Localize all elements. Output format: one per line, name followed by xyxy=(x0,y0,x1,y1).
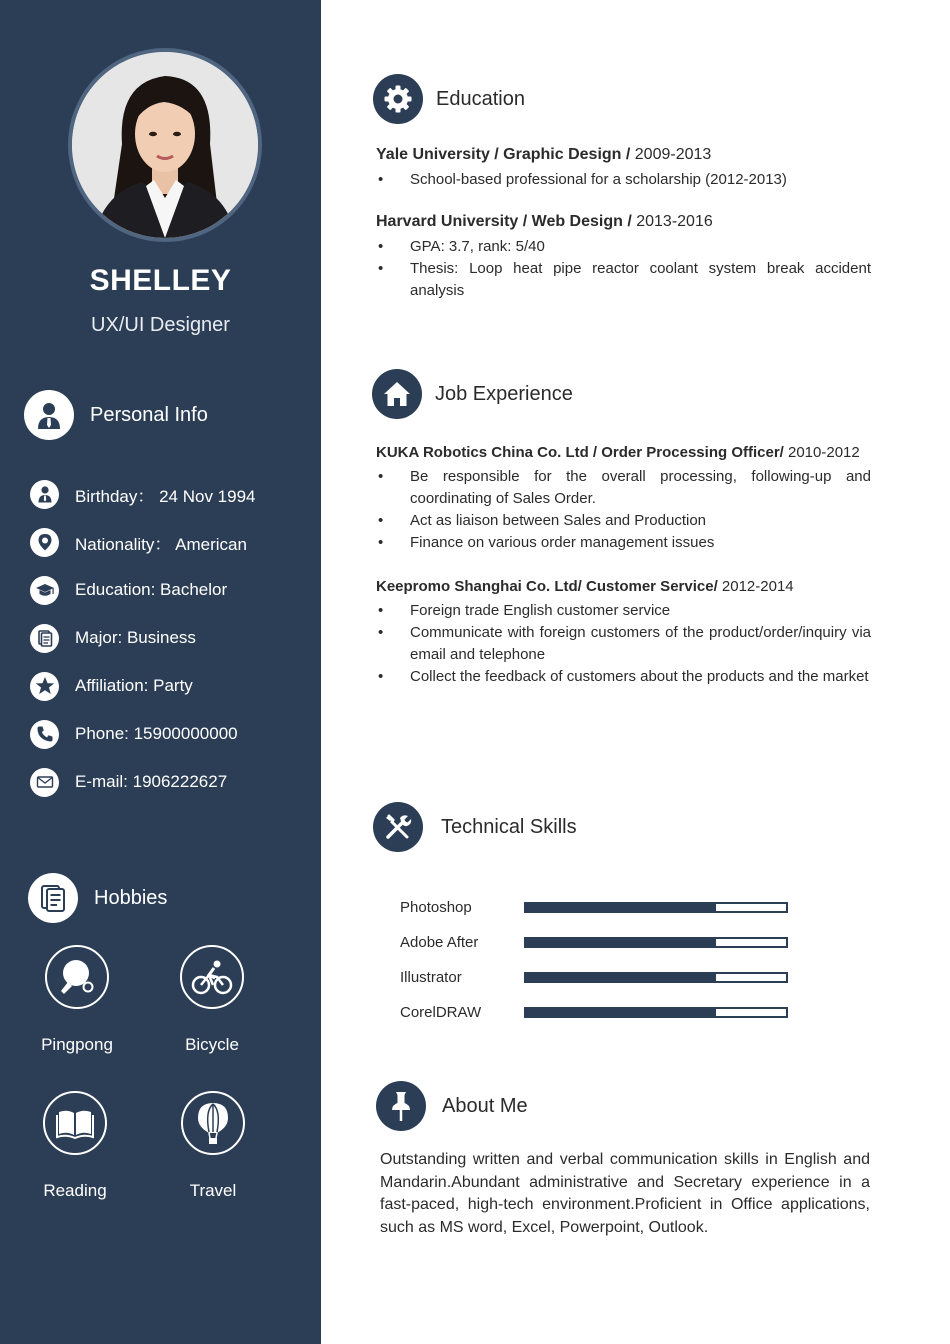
info-item-nationality xyxy=(30,518,256,566)
skill-bar-fill xyxy=(526,904,716,911)
entry-years: 2013-2016 xyxy=(636,213,713,230)
hobbies-title: Hobbies xyxy=(94,886,168,909)
skill-bar-fill xyxy=(526,1009,716,1016)
skill-row xyxy=(400,890,788,925)
skill-bar xyxy=(524,937,788,948)
candidate-title: UX/UI Designer xyxy=(91,314,230,336)
entry-title: Yale University / Graphic Design / xyxy=(376,146,635,163)
entry-bullet: • GPA: 3.7, rank: 5/40 xyxy=(376,236,871,258)
skill-row xyxy=(400,960,788,995)
info-item-education xyxy=(30,566,256,614)
info-item-email xyxy=(30,758,256,806)
profile-photo xyxy=(68,48,262,242)
sidebar xyxy=(0,0,321,1344)
entry-bullet: • Thesis: Loop heat pipe reactor coolant system break accident analysis xyxy=(376,258,871,302)
house-icon xyxy=(372,369,422,419)
hobby-label: Travel xyxy=(189,1181,237,1200)
education-title: Education xyxy=(436,87,525,110)
info-item-birthday xyxy=(30,470,256,518)
skills-heading xyxy=(373,802,577,852)
about-heading xyxy=(376,1081,528,1131)
hobby-label: Pingpong xyxy=(41,1035,113,1054)
skill-name: Adobe After xyxy=(400,934,479,951)
pushpin-icon xyxy=(376,1081,426,1131)
info-item-text: E-mail: 1906222627 xyxy=(75,772,228,791)
skill-name: Photoshop xyxy=(400,899,472,916)
entry-bullet: • Be responsible for the overall processing, following-up and coordinating of Sales Order. xyxy=(376,466,871,510)
entry-years: 2012-2014 xyxy=(721,578,794,595)
entry-bullet: • Act as liaison between Sales and Production xyxy=(376,510,871,532)
hot-air-balloon-icon xyxy=(181,1091,245,1155)
skill-bar xyxy=(524,972,788,983)
document-icon xyxy=(30,624,59,653)
hobby-label: Bicycle xyxy=(185,1035,239,1054)
personal-info-heading xyxy=(24,390,208,440)
info-item-affiliation xyxy=(30,662,256,710)
education-heading xyxy=(373,74,525,124)
education-entry xyxy=(376,146,871,191)
skill-row xyxy=(400,925,788,960)
skill-bar xyxy=(524,1007,788,1018)
info-item-major xyxy=(30,614,256,662)
user-icon xyxy=(24,390,74,440)
about-title: About Me xyxy=(442,1094,528,1117)
entry-title: Keepromo Shanghai Co. Ltd/ Customer Service/ xyxy=(376,578,722,595)
hobby-bicycle xyxy=(152,945,272,1055)
skill-bar-fill xyxy=(526,974,716,981)
experience-entry xyxy=(376,444,871,554)
book-icon xyxy=(43,1091,107,1155)
entry-title: Harvard University / Web Design / xyxy=(376,213,637,230)
info-item-text: Phone: 15900000000 xyxy=(75,724,238,743)
graduation-cap-icon xyxy=(30,576,59,605)
gear-icon xyxy=(373,74,423,124)
skills-title: Technical Skills xyxy=(441,815,577,838)
hobby-reading xyxy=(15,1091,135,1201)
star-icon xyxy=(30,672,59,701)
candidate-name: SHELLEY xyxy=(89,264,232,297)
info-item-text: Affiliation: Party xyxy=(75,676,193,695)
info-item-text: Birthday： 24 Nov 1994 xyxy=(75,486,256,506)
entry-years: 2010-2012 xyxy=(788,444,860,461)
person-icon xyxy=(30,480,59,509)
entry-title: KUKA Robotics China Co. Ltd / Order Processing Officer/ xyxy=(376,444,788,461)
education-entry xyxy=(376,213,871,302)
info-item-text: Education: Bachelor xyxy=(75,580,228,599)
experience-title: Job Experience xyxy=(435,382,573,405)
experience-entry xyxy=(376,578,871,688)
entry-bullet: • Communicate with foreign customers of the product/order/inquiry via email and telephone xyxy=(376,622,871,666)
experience-heading xyxy=(372,369,573,419)
skill-bar xyxy=(524,902,788,913)
tools-icon xyxy=(373,802,423,852)
skill-row xyxy=(400,995,788,1030)
location-pin-icon xyxy=(30,528,59,557)
about-text: Outstanding written and verbal communication skills in English and Mandarin.Abundant administrative and Secretary experience in a fast-paced, high-tech environment.Proficient in Office applications, such as MS word, Excel, Powerpoint, Outlook. xyxy=(380,1151,870,1236)
hobbies-heading xyxy=(28,873,167,923)
personal-info-list xyxy=(30,470,256,806)
skill-name: Illustrator xyxy=(400,969,462,986)
personal-info-title: Personal Info xyxy=(90,403,208,426)
entry-bullet: • School-based professional for a scholarship (2012-2013) xyxy=(376,169,871,191)
entry-bullet: • Collect the feedback of customers about the products and the market xyxy=(376,666,871,688)
entry-years: 2009-2013 xyxy=(634,146,712,163)
info-item-text: Major: Business xyxy=(75,628,196,647)
entry-bullet: • Foreign trade English customer service xyxy=(376,600,871,622)
phone-icon xyxy=(30,720,59,749)
skills-list xyxy=(400,890,788,1030)
entry-bullet: • Finance on various order management issues xyxy=(376,532,871,554)
hobby-travel xyxy=(153,1091,273,1201)
clipboard-icon xyxy=(28,873,78,923)
skill-name: CorelDRAW xyxy=(400,1004,482,1021)
pingpong-icon xyxy=(45,945,109,1009)
info-item-text: Nationality： American xyxy=(75,534,247,554)
skill-bar-fill xyxy=(526,939,716,946)
bicycle-icon xyxy=(180,945,244,1009)
hobby-pingpong xyxy=(17,945,137,1055)
envelope-icon xyxy=(30,768,59,797)
info-item-phone xyxy=(30,710,256,758)
hobby-label: Reading xyxy=(43,1181,107,1200)
